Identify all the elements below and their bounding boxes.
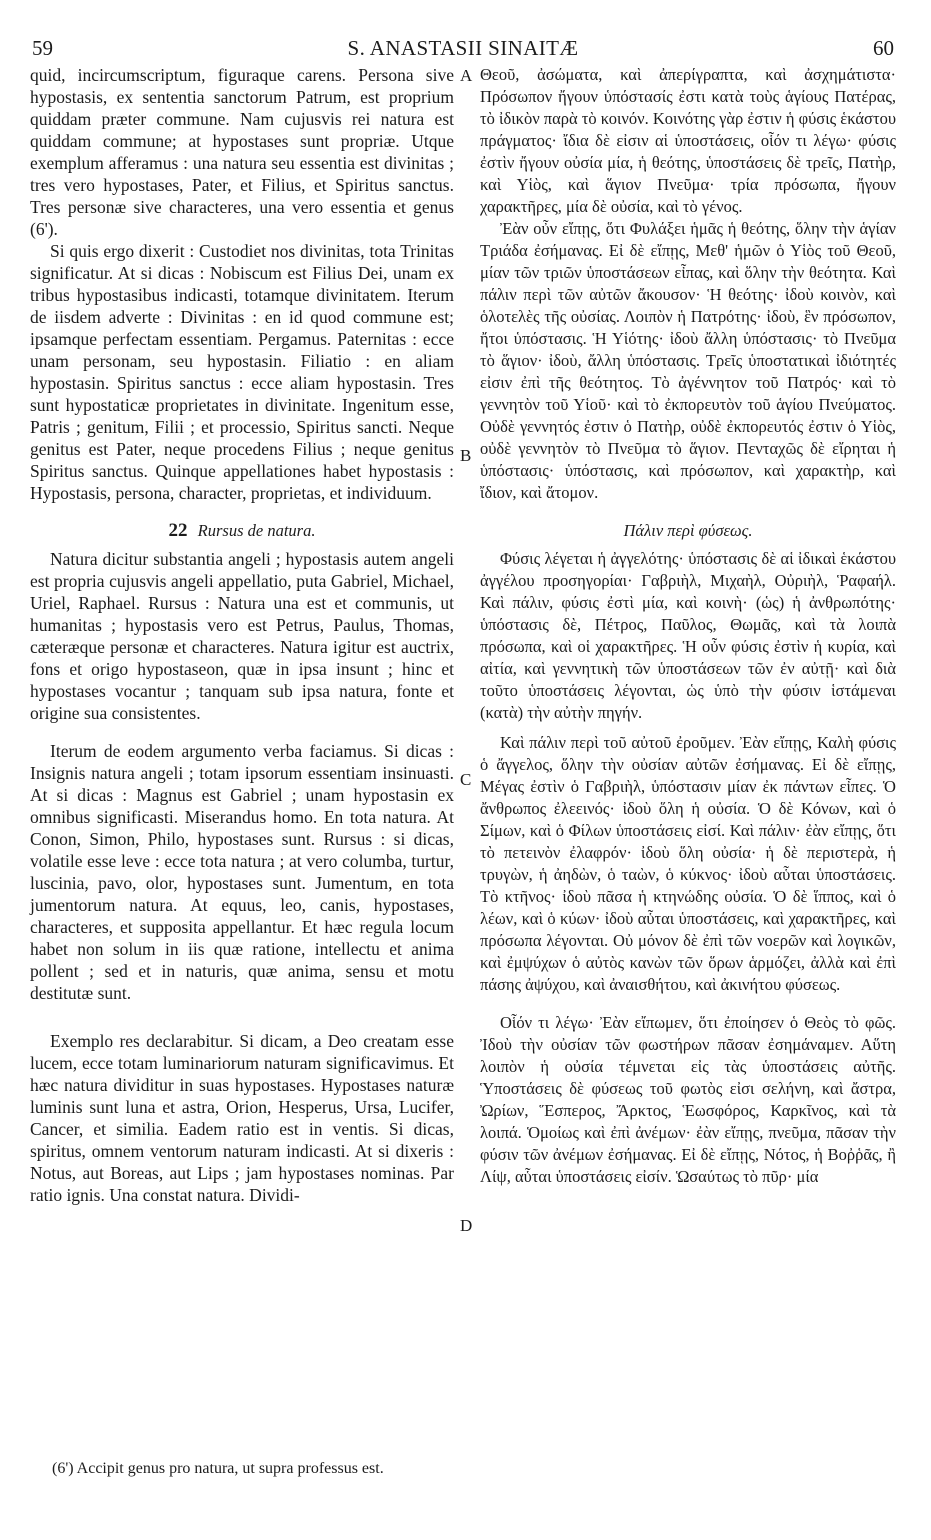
running-title: S. ANASTASII SINAITÆ — [347, 36, 579, 60]
greek-paragraph-1: Θεοῦ, ἀσώματα, καὶ ἀπερίγραπτα, καὶ ἀσχημάτιστα· Πρόσωπον ἤγουν ὑπόστασίς ἐστι κατὰ τοὺς ἁγίους Πατέρας, τὸ ἰδικὸν παρὰ τὸ κοινόν. Κοινότης γὰρ ἐστιν ἡ φύσις ἑκάστου πράγματος· ἴδια δὲ εἰσιν αἱ ὑποστάσεις, οἷόν τι λέγω· φύσις ἐστὶν ἤγουν οὐσία μία, ἡ θεότης, ὑποστάσεις δὲ τρεῖς, Πατὴρ, καὶ Υἱὸς, καὶ ἅγιον Πνεῦμα· τρία πρόσωπα, ἤγουν χαρακτῆρες, μία δὲ οὐσία, καὶ τὸ γένος. — [480, 65, 896, 216]
latin-section-title: Rursus de natura. — [197, 521, 316, 540]
latin-column — [30, 64, 454, 1206]
latin-section-heading — [30, 520, 454, 542]
greek-section-heading — [480, 520, 896, 542]
margin-letter-c: C — [460, 770, 472, 789]
latin-paragraph-2: Si quis ergo dixerit : Custodiet nos divinitas, tota Trinitas significatur. At si dicas : Nobiscum est Filius Dei, unam ex tribus hypostasibus indicasti, totamque divinitatem. Iterum de iisdem adverte : Divinitas : en id quod commune est; ipsamque perfectam essentiam. Pergamus. Paternitas : ecce unam personam, seu hypostasin. Filiatio : en aliam hypostasin. Spiritus sanctus : ecce aliam hypostasin. Tres sunt hypostaticæ proprietates in divinitate. Ingenitum esse, Patris ; genitum, Filii ; et processio, Spiritus sancti. Neque genitus est Pater, neque procedens Filius ; neque genitus Spiritus sanctus. Quinque appellationes habet hypostasis : Hypostasis, persona, character, proprietas, et individuum. — [30, 241, 454, 503]
greek-section-title: Πάλιν περὶ φύσεως. — [623, 521, 753, 540]
latin-paragraph-3: Natura dicitur substantia angeli ; hypostasis autem angeli est propria cujusvis angeli appellatio, puta Gabriel, Michael, Uriel, Raphael. Rursus : Natura una est et communis, ut humanitas ; hypostasis vero est Petrus, Paulus, Thomas, cæteræque personæ et characteres. Natura igitur est auctrix, fons et origo hypostaseon, quæ in ipsa insunt ; hinc et hypostases vocantur ; tanquam sub ipsa natura, fonte et origine sua consistentes. — [30, 549, 454, 723]
running-header — [32, 36, 894, 60]
latin-paragraph-4: Iterum de eodem argumento verba faciamus. Si dicas : Insignis natura angeli ; totam ipsorum essentiam insinuasti. At si dicas : Magnus est Gabriel ; unam hypostasin ex omnibus significasti. Miserandus homo. En tota natura. At Conon, Simon, Philo, hypostases sunt. Rursus : si dicas, volatile esse leve : ecce tota natura ; at vero columba, turtur, luscinia, pavo, olor, hypostases sunt. Jumentum, en tota jumentorum natura. At equus, leo, canis, hypostases, characteres, et supposita appellantur. Et hæc regula locum habet non solum in iis quæ ratione, intellectu et anima pollent ; sed et in naturis, quæ anima, sensu et motu destitutæ sunt. — [30, 741, 454, 1003]
greek-paragraph-3: Φύσις λέγεται ἡ ἀγγελότης· ὑπόστασις δὲ αἱ ἰδικαὶ ἑκάστου ἀγγέλου προσηγορίαι· Γαβριὴλ, Μιχαὴλ, Οὐριὴλ, Ῥαφαήλ. Καὶ πάλιν, φύσις ἐστὶ μία, καὶ κοινὴ· (ὡς) ἡ ἀνθρωπότης· ὑπόστασις δὲ, Πέτρος, Παῦλος, Θωμᾶς, καὶ τὰ λοιπὰ πρόσωπα, καὶ οἱ χαρακτῆρες. Ἡ οὖν φύσις ἐστὶν ἡ κυρία, καὶ αἰτία, καὶ γεννητικὴ τῶν ὑποστάσεων τῶν ἐν αὐτῇ· καὶ διὰ τοῦτο ὑποστάσεις λέγονται, ὡς ὑπὸ τὴν φύσιν ἱστάμεναι (κατὰ) τὴν αὐτὴν πηγήν. — [480, 549, 896, 722]
section-number: 22 — [168, 520, 188, 541]
greek-paragraph-4: Καὶ πάλιν περὶ τοῦ αὐτοῦ ἐροῦμεν. Ἐὰν εἴπῃς, Καλὴ φύσις ὁ ἄγγελος, ὅλην τὴν οὐσίαν αὐτῶν ἐσήμανας. Εἰ δὲ εἴπῃς, Μέγας ἐστὶν ὁ Γαβριὴλ, ὑπόστασιν μίαν ἐκ πάντων εἶπες. Ὁ ἄνθρωπος ἐλεεινός· ἰδοὺ ὅλη ἡ οὐσία. Ὁ δὲ Κόνων, καὶ ὁ Σίμων, καὶ ὁ Φίλων ὑποστάσεις εἰσί. Καὶ πάλιν· ἐὰν εἴπῃς, ὅτι τὸ πετεινὸν ἐλαφρόν· ἰδοὺ ὅλη οὐσία· ἡ δὲ περιστερὰ, ἡ τρυγὼν, ἡ ἀηδὼν, ὁ ταὼν, ὁ κύκνος· ἰδοὺ αὗται ὑποστάσεις. Τὸ κτῆνος· ἰδοὺ πᾶσα ἡ κτηνώδης οὐσία. Ὁ δὲ ἵππος, καὶ ὁ λέων, καὶ ὁ κύων· ἰδοὺ αὗται ὑποστάσεις, καὶ χαρακτῆρες, καὶ πρόσωπα λέγονται. Οὐ μόνον δὲ ἐπὶ τῶν νοερῶν καὶ λογικῶν, καὶ ἐμψύχων ὁ αὐτὸς κανὼν τῶν ὅρων ἁρμόζει, ἀλλὰ καὶ ἐπὶ πάσης ἀψύχου, καὶ ἀναισθήτου, καὶ ἀκινήτου φύσεως. — [480, 733, 896, 994]
latin-paragraph-1: quid, incircumscriptum, figuraque carens. Persona sive hypostasis, ex sententia sanctorum Patrum, est proprium quiddam præter commune. Nam cujusvis rei natura est quiddam commune; at hypostases sunt propriæ. Utque exemplum afferamus : una natura seu essentia est divinitas ; tres vero hypostases, Pater, et Filius, et Spiritus sanctus. Tres personæ sive characteres, una vero essentia et genus (6'). — [30, 65, 454, 239]
latin-paragraph-5: Exemplo res declarabitur. Si dicam, a Deo creatam esse lucem, ecce totam luminariorum naturam significavimus. Et hæc natura dividitur in suas hypostases. Hypostases naturæ luminis sunt luna et astra, Orion, Hesperus, Ursa, Lucifer, Cancer, et similia. Eadem ratio est in ventis. Si dicas, spiritus, omnem ventorum naturam indicasti. At si dixeris : Notus, aut Boreas, aut Lips ; jam hypostases nominas. Par ratio ignis. Una constat natura. Dividi- — [30, 1031, 454, 1205]
greek-column — [480, 64, 896, 1188]
margin-letter-a: A — [460, 66, 473, 85]
margin-letter-d: D — [460, 1216, 473, 1235]
greek-paragraph-5: Οἷόν τι λέγω· Ἐὰν εἴπωμεν, ὅτι ἐποίησεν ὁ Θεὸς τὸ φῶς. Ἰδοὺ τὴν οὐσίαν τῶν φωστήρων πᾶσαν ἐσημάναμεν. Αὕτη λοιπὸν ἡ οὐσία τέμνεται εἰς τὰς ὑποστάσεις αὐτῆς. Ὑποστάσεις δὲ φύσεως τοῦ φωτὸς εἰσι σελήνη, καὶ ἄστρα, Ὠρίων, Ἕσπερος, Ἄρκτος, Ἑωσφόρος, Καρκῖνος, καὶ τὰ λοιπά. Ὁμοίως καὶ ἐπὶ ἀνέμων· ἐὰν εἴπῃς, πνεῦμα, πᾶσαν τὴν φύσιν τῶν ἀνέμων ἐσήμανας. Εἰ δὲ εἴπῃς, Νότος, ἡ Βοῤῥᾶς, ἢ Λίψ, αὗται ὑποστάσεις εἰσίν. Ὡσαύτως τὸ πῦρ· μία — [480, 1013, 896, 1186]
footnote: (6') Accipit genus pro natura, ut supra professus est. — [52, 1460, 384, 1477]
page-number-right: 60 — [873, 36, 894, 60]
margin-letter-b: B — [460, 446, 472, 465]
page-number-left: 59 — [32, 36, 53, 60]
greek-paragraph-2: Ἐὰν οὖν εἴπῃς, ὅτι Φυλάξει ἡμᾶς ἡ θεότης, ὅλην τὴν ἁγίαν Τριάδα ἐσήμανας. Εἰ δὲ εἴπῃς, Μεθ' ἡμῶν ὁ Υἱὸς τοῦ Θεοῦ, μίαν τῶν τριῶν ὑποστάσεων εἶπας, καὶ ὅλην τὴν θεότητα. Καὶ πάλιν περὶ τῶν αὐτῶν ἄκουσον· Ἡ θεότης· ἰδοὺ κοινὸν, καὶ ὁλοτελὲς τῆς οὐσίας. Λοιπὸν ἡ Πατρότης· ἰδοὺ, ἓν πρόσωπον, ἤτοι ὑπόστασις. Ἡ Υἱότης· ἰδοὺ ἄλλη ὑπόστασις· τὸ Πνεῦμα τὸ ἅγιον· ἰδοὺ, ἄλλη ὑπόστασις. Τρεῖς ὑποστατικαὶ ἰδιότητές εἰσιν ἐπὶ τῆς θεότητος. Τὸ ἀγέννητον τοῦ Πατρός· καὶ τὸ γεννητὸν τοῦ Υἱοῦ· καὶ τὸ ἐκπορευτὸν τοῦ ἁγίου Πνεύματος. Οὐδὲ γεννητός ἐστιν ὁ Πατὴρ, οὐδὲ ἐκπορευτός ἐστιν ὁ Υἱὸς, οὐδὲ γεννητὸν τὸ Πνεῦμα τὸ ἅγιον. Πενταχῶς δὲ εἴρηται ἡ ὑπόστασις· ὑπόστασις, καὶ πρόσωπον, καὶ χαρακτὴρ, καὶ ἴδιον, καὶ ἄτομον. — [480, 219, 896, 502]
